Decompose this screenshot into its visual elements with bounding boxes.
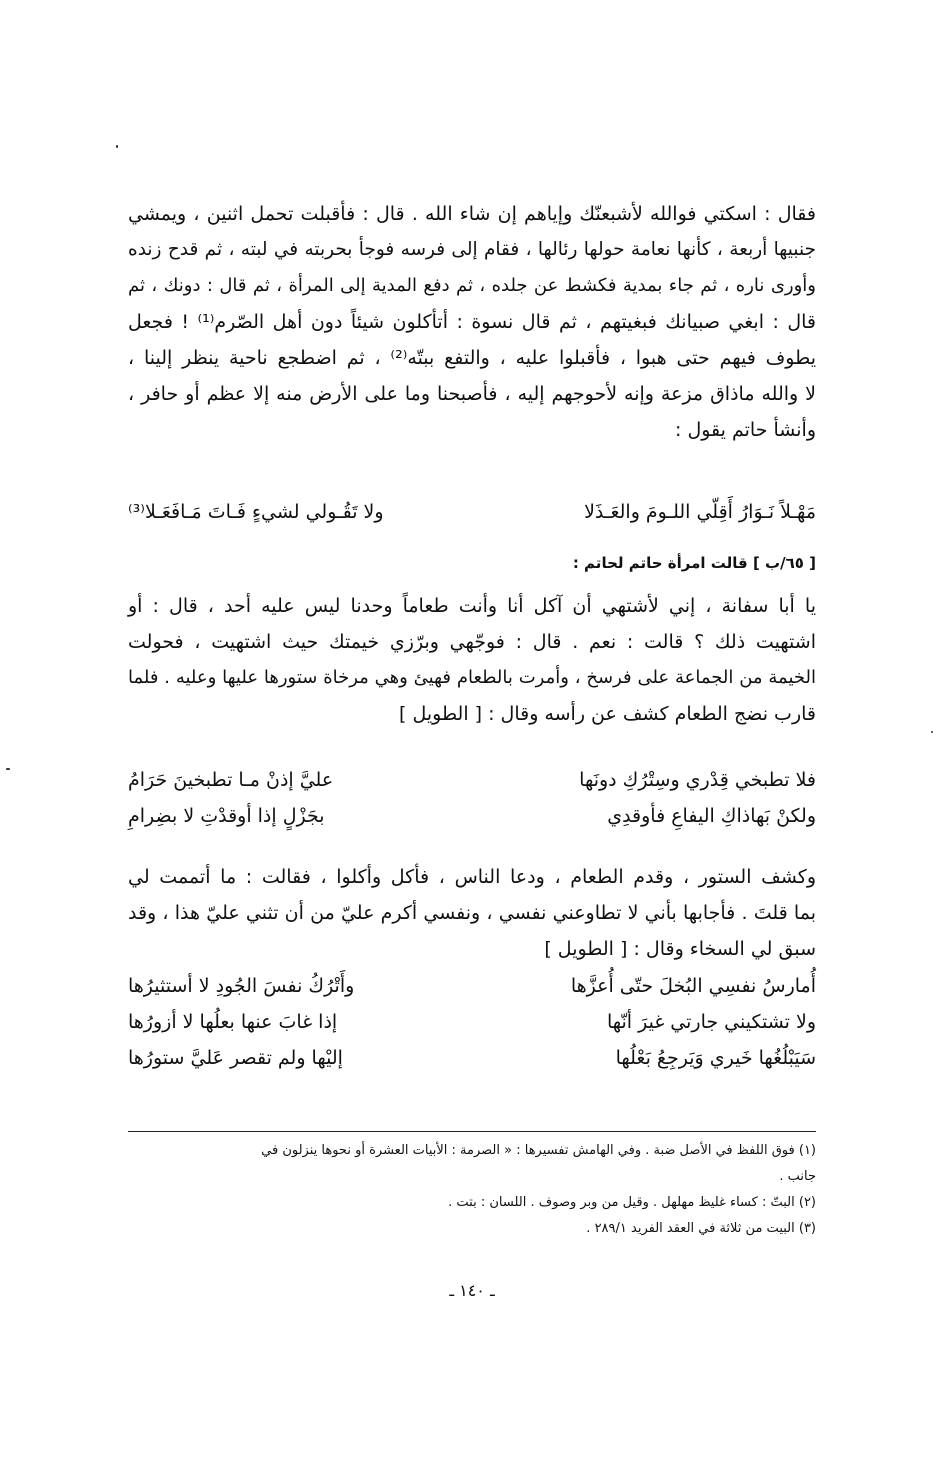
text-line: وكشف الستور ، وقدم الطعام ، ودعا الناس ، فأكل وأكلوا ، فقالت : ما أتممت لي [128,866,816,888]
verse-couplet [128,798,816,834]
verse-second-hemistich: إليْها ولم تقصر عَليَّ ستورُها [128,1047,343,1069]
verse-couplet [128,1040,816,1076]
verse-second-hemistich: بجَزْلٍ إذا أوقدْتِ لا بضِرامِ [128,805,325,827]
text-line: جنبيها أربعة ، كأنها نعامة حولها رئالها ، فقام إلى فرسه فوجأ بحربته في لبته ، ثم قدح زنده [128,239,816,260]
verse-first-hemistich: سَيَبْلُغُها خَيري وَيَرجِعُ بَعْلُها [615,1047,816,1069]
verse-couplet [128,1004,816,1040]
text-line: وأنشأ حاتم يقول : [675,419,816,441]
text-line: قال : ابغي صبيانك فبغيتهم ، ثم قال نسوة : أتأكلون شيئاً دون أهل الصّرم⁽¹⁾ ! فجعل [128,311,817,333]
verse-first-hemistich: فلا تطبخي قِدْري وسِتْرُكِ دونَها [579,769,816,791]
verse-second-hemistich: إذا غابَ عنها بعلُها لا أزورُها [128,1011,338,1033]
text-line: سبق لي السخاء وقال : [ الطويل ] [544,938,816,960]
scan-speck [116,145,118,148]
verse-first-hemistich: ولا تشتكيني جارتي غيرَ أنّها [606,1011,816,1033]
text-line: يا أبا سفانة ، إني لأشتهي أن آكل أنا وأنت طعاماً وحدنا ليس عليه أحد ، قال : أو [128,595,816,617]
verse-second-hemistich: وأَتْرُكُ نفسَ الجُودِ لا أستثيرُها [128,975,355,997]
verse-1 [128,494,816,530]
footnote-divider [128,1131,816,1132]
verse-2 [128,762,816,834]
footnotes [128,1138,816,1242]
text-line: بما قلتَ . فأجابها بأني لا تطاوعني نفسي ، ونفسي أكرم عليّ من أن تثني عليّ هذا ، وقد [128,902,816,924]
scan-speck [6,768,10,770]
verse-couplet [128,494,816,530]
paragraph-1 [128,196,816,448]
verse-first-hemistich: ولكنْ بَهاذاكِ اليفاعِ فأوقدِي [607,805,816,827]
scan-speck [931,731,933,733]
footnote-1-continued: جانب . [779,1169,816,1184]
footnote-2: (٢) البتّ : كساء غليظ مهلهل . وقيل من وبر وصوف . اللسان : بتت . [448,1195,816,1210]
verse-couplet [128,762,816,798]
text-line: يطوف فيهم حتى هبوا ، فأقبلوا عليه ، والتفع ببتّه⁽²⁾ ، ثم اضطجع ناحية ينظر إلينا ، [128,347,816,369]
verse-couplet [128,968,816,1004]
verse-3 [128,968,816,1076]
verse-first-hemistich: أُمارسُ نفسِي البُخلَ حتّى أُعزَّها [570,975,816,997]
verse-first-hemistich: مَهْـلاً نَـوَارُ أَقِلّي اللـومَ والعَـذَلا [584,501,816,523]
text-line: فقال : اسكتي فوالله لأشبعنّك وإياهم إن شاء الله . قال : فأقبلت تحمل اثنين ، ويمشي [128,203,816,225]
text-line: لا والله ماذاق مزعة وإنه لأحوجهم إليه ، فأصبحنا وما على الأرض منه إلا عظم أو حافر ، [128,383,816,405]
footnote-3: (٣) البيت من ثلاثة في العقد الفريد ٢٨٩/١ . [586,1221,816,1236]
text-line: الخيمة من الجماعة على فرسخ ، وأمرت بالطعام فهيئ وهي مرخاة ستورها عليها وعليه . فلما [128,667,816,688]
text-line: قارب نضج الطعام كشف عن رأسه وقال : [ الطويل ] [399,703,816,725]
footnote-1: (١) فوق اللفظ في الأصل ضبة . وفي الهامش تفسيرها : « الصرمة : الأبيات العشرة أو نحوها ينزلون في [261,1143,816,1158]
page-number: ـ ١٤٠ ـ [449,1281,495,1300]
text-line: اشتهيت ذلك ؟ قالت : نعم . قال : فوجّهي وبرّزي خيمتك حيث اشتهيت ، فحولت [128,631,816,653]
text-line: وأورى ناره ، ثم جاء بمدية فكشط عن جلده ، ثم دفع المدية إلى المرأة ، ثم قال : دونك ، ثم [128,275,816,296]
paragraph-3 [128,859,816,967]
verse-second-hemistich: ولا تَقُـولي لشيءٍ فَـاتَ مَـافَعَـلا⁽³⁾ [128,501,384,523]
section-heading: [ ٦٥/ب ] قالت امرأة حاتم لحاتم : [572,554,816,572]
verse-second-hemistich: عليَّ إذنْ مـا تطبخينَ حَرَامُ [128,769,334,791]
paragraph-2 [128,588,816,732]
